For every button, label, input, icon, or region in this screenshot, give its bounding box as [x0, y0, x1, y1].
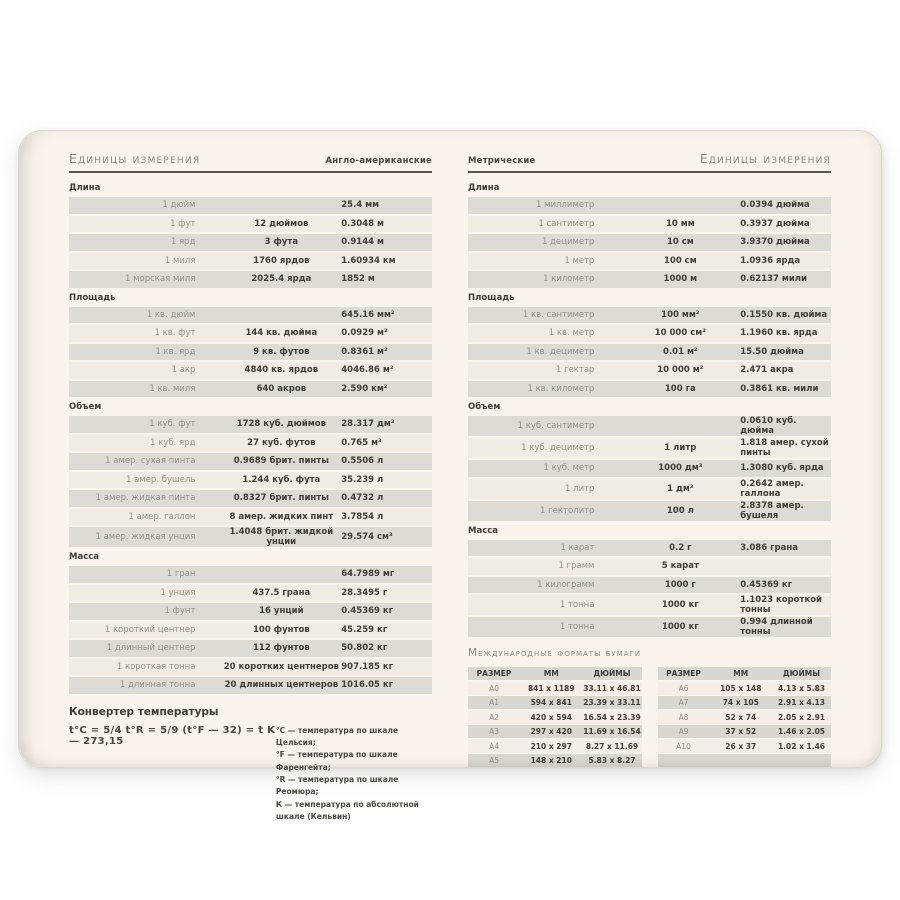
- table-row: [69, 640, 432, 657]
- cell-mm: 52 x 74: [725, 712, 757, 722]
- cell-unit: 1 кв. фут: [154, 328, 196, 339]
- cell-equivalent: 0.8327 брит. пинты: [233, 493, 329, 504]
- temperature-scale-notes: [276, 725, 432, 824]
- cell-equivalent: 16 унций: [259, 606, 304, 617]
- paper-table-row: [658, 682, 832, 695]
- unit-section: [69, 549, 432, 694]
- cell-unit: 1 миллиметр: [536, 200, 595, 211]
- temperature-converter: [69, 706, 432, 824]
- cell-unit: 1 миля: [164, 255, 196, 266]
- paper-formats-title: Международные форматы бумаги: [468, 647, 641, 659]
- table-row: [69, 362, 432, 379]
- paper-formats: [468, 647, 831, 769]
- table-row: [69, 325, 432, 342]
- cell-inches: 1.46 x 2.05: [777, 727, 826, 736]
- table-row: [468, 362, 831, 379]
- cell-unit: 1 куб. сантиметр: [517, 421, 595, 431]
- temperature-note-line: °F — температура по шкале Фаренгейта;: [275, 750, 398, 772]
- section-title: Площадь: [468, 292, 515, 303]
- cell-unit: 1 короткая тонна: [116, 661, 196, 672]
- paper-header-cell: ДЮЙМЫ: [782, 669, 820, 678]
- cell-value: 0.8361 м²: [341, 346, 388, 357]
- cell-value: 0.0394 дюйма: [740, 200, 810, 211]
- cell-value: 0.3048 м: [341, 218, 384, 229]
- cell-equivalent: 100 мм²: [661, 309, 700, 320]
- cell-unit: 1 куб. ярд: [150, 437, 196, 448]
- cell-value: 1.0936 ярда: [740, 255, 801, 266]
- cell-equivalent: 640 акров: [256, 383, 307, 394]
- cell-equivalent: 1000 м: [663, 274, 698, 285]
- unit-section: [69, 180, 432, 288]
- paper-table-row: [658, 754, 832, 767]
- cell-unit: 1 амер. жидкая пинта: [95, 493, 196, 504]
- cell-value: 0.0610 куб. дюйма: [740, 416, 797, 436]
- page-right: [468, 151, 831, 767]
- cell-equivalent: 100 га: [664, 383, 696, 394]
- cell-value: 1.1960 кв. ярда: [740, 328, 818, 339]
- cell-mm: 297 x 420: [530, 727, 572, 736]
- cell-inches: 23.39 x 33.11: [583, 698, 641, 707]
- cell-equivalent: 1 литр: [664, 443, 697, 453]
- cell-value: 0.9144 м: [341, 237, 384, 248]
- table-row: [468, 381, 831, 398]
- paper-formats-tables: [468, 667, 831, 769]
- table-row: [69, 490, 432, 507]
- cell-unit: 1 грамм: [558, 561, 595, 572]
- cell-unit: 1 гектар: [555, 365, 595, 376]
- table-row: [69, 344, 432, 361]
- unit-section: [468, 290, 831, 398]
- paper-header-cell: ДЮЙМЫ: [593, 669, 631, 678]
- cell-unit: 1 длинный центнер: [106, 643, 196, 654]
- cell-value: 35.239 л: [341, 474, 384, 485]
- cell-equivalent: 1000 г: [664, 579, 696, 590]
- cell-value: 2.471 акра: [740, 365, 794, 376]
- table-row: [69, 472, 432, 489]
- paper-table-row: [468, 725, 642, 738]
- cell-value: 25.4 мм: [341, 200, 380, 211]
- temperature-converter-body: [69, 725, 432, 824]
- cell-value: 2.590 км²: [341, 383, 388, 394]
- cell-value: 0.4732 л: [341, 493, 384, 504]
- cell-equivalent: 1760 ярдов: [253, 255, 310, 266]
- cell-inches: 5.83 x 8.27: [588, 756, 636, 765]
- paper-table-row: [658, 711, 832, 724]
- cell-unit: 1 фунт: [164, 606, 196, 617]
- cell-unit: 1 тонна: [559, 600, 595, 610]
- notebook-spread: [18, 130, 882, 822]
- cell-value: 0.1550 кв. дюйма: [740, 309, 828, 320]
- cell-unit: 1 кв. метр: [548, 328, 595, 339]
- temperature-note-line: К — температура по абсолютной шкале (Кельвин): [275, 799, 419, 822]
- cell-unit: 1 морская миля: [125, 274, 196, 285]
- cell-unit: 1 литр: [565, 483, 595, 494]
- table-row: [69, 271, 432, 288]
- cell-unit: 1 кв. сантиметр: [522, 309, 595, 320]
- section-title: Масса: [468, 525, 499, 536]
- section-title: Масса: [69, 552, 100, 562]
- cell-unit: 1 куб. дециметр: [521, 443, 595, 453]
- cell-mm: 210 x 297: [530, 741, 572, 751]
- cell-unit: 1 метр: [564, 255, 595, 266]
- table-row: [468, 558, 831, 575]
- table-row: [468, 325, 831, 342]
- cell-unit: 1 ярд: [170, 237, 196, 248]
- cell-inches: 2.05 x 2.91: [777, 712, 826, 722]
- table-row: [468, 460, 831, 477]
- table-row: [468, 271, 831, 288]
- cell-equivalent: 2025.4 ярда: [251, 274, 312, 285]
- cell-equivalent: 144 кв. дюйма: [245, 328, 318, 339]
- cell-equivalent: 1000 кг: [661, 622, 699, 632]
- table-row: [69, 216, 432, 233]
- cell-unit: 1 амер. галлон: [128, 511, 196, 522]
- paper-table-row: [468, 711, 642, 724]
- cell-equivalent: 10 мм: [666, 218, 695, 229]
- cell-mm: 37 x 52: [725, 727, 757, 736]
- section-title: Длина: [69, 183, 101, 193]
- paper-header-cell: ММ: [733, 669, 749, 678]
- section-title: Объем: [69, 402, 102, 412]
- table-row: [69, 509, 432, 526]
- cell-unit: 1 километр: [543, 274, 595, 285]
- cell-equivalent: 1728 куб. дюймов: [236, 419, 326, 430]
- temperature-note-line: °C — температура по шкале Цельсия;: [275, 725, 399, 747]
- table-row: [468, 595, 831, 615]
- cell-value: 0.994 длинной тонны: [740, 617, 813, 637]
- cell-unit: 1 амер. бушель: [125, 474, 196, 485]
- paper-table-header-row: [658, 667, 832, 680]
- cell-equivalent: 5 карат: [661, 561, 699, 572]
- table-row: [69, 416, 432, 433]
- cell-unit: 1 дюйм: [162, 200, 196, 211]
- cell-value: 0.2642 амер. галлона: [740, 478, 804, 499]
- cell-value: 0.0929 м²: [341, 328, 388, 339]
- table-row: [69, 603, 432, 620]
- cell-equivalent: 3 фута: [264, 237, 299, 248]
- cell-format-size: A7: [678, 698, 689, 707]
- table-row: [69, 659, 432, 676]
- cell-mm: 594 x 841: [530, 698, 572, 707]
- cell-equivalent: 0.9689 брит. пинты: [233, 456, 329, 467]
- cell-value: 907.185 кг: [341, 661, 394, 672]
- table-row: [69, 677, 432, 694]
- cell-value: 3.7854 л: [341, 511, 384, 522]
- cell-equivalent: 1.244 куб. фута: [242, 474, 321, 485]
- page-title: Единицы измерения: [69, 151, 201, 166]
- cell-value: 4046.86 м²: [341, 365, 394, 376]
- table-row: [69, 527, 432, 547]
- cell-inches: 11.69 x 16.54: [583, 727, 641, 736]
- table-row: [468, 540, 831, 557]
- cell-inches: 1.02 x 1.46: [777, 741, 826, 751]
- paper-table-row: [468, 754, 642, 767]
- cell-equivalent: 1000 кг: [661, 600, 699, 610]
- cell-value: 1.3080 куб. ярда: [740, 463, 824, 474]
- cell-equivalent: 20 длинных центнеров: [224, 680, 339, 691]
- page-left-header: [69, 151, 432, 173]
- page-subtitle-anglo-american: Англо-американские: [325, 156, 432, 166]
- paper-table-header-row: [468, 667, 642, 680]
- table-row: [468, 501, 831, 521]
- table-row: [69, 435, 432, 452]
- cell-format-size: A9: [678, 727, 689, 736]
- cell-value: 1016.05 кг: [341, 680, 394, 691]
- cell-value: 50.802 кг: [341, 643, 388, 654]
- table-row: [69, 253, 432, 270]
- cell-value: 1.1023 короткой тонны: [740, 595, 823, 615]
- cell-unit: 1 куб. метр: [543, 463, 595, 474]
- table-row: [69, 234, 432, 251]
- section-title: Площадь: [69, 292, 116, 303]
- table-row: [69, 197, 432, 214]
- cell-equivalent: 0.01 м²: [663, 346, 698, 357]
- cell-unit: 1 унция: [160, 587, 196, 598]
- cell-value: 64.7989 мг: [341, 569, 395, 580]
- cell-equivalent: 100 л: [666, 505, 694, 516]
- cell-unit: 1 гектолитр: [540, 505, 595, 516]
- cell-value: 45.259 кг: [341, 624, 388, 635]
- cell-equivalent: 112 фунтов: [252, 643, 310, 654]
- cell-equivalent: 4840 кв. ярдов: [244, 365, 319, 376]
- cell-inches: 33.11 x 46.81: [583, 683, 641, 693]
- cell-equivalent: 10 000 см²: [654, 328, 706, 339]
- temperature-note-line: °R — температура по шкале Реомюра;: [275, 775, 399, 797]
- cell-inches: 4.13 x 5.83: [777, 683, 826, 693]
- cell-unit: 1 кв. дециметр: [526, 346, 595, 357]
- table-row: [468, 216, 831, 233]
- paper-table-row: [658, 696, 832, 709]
- table-row: [468, 253, 831, 270]
- cell-value: 29.574 см³: [341, 532, 393, 542]
- paper-table-a0-a5: [468, 667, 642, 769]
- cell-mm: 420 x 594: [530, 712, 572, 722]
- table-row: [468, 577, 831, 594]
- cell-format-size: A4: [489, 741, 499, 751]
- table-row: [69, 566, 432, 583]
- cell-value: 1.818 амер. сухой пинты: [740, 438, 829, 458]
- cell-equivalent: 10 000 м²: [657, 365, 704, 376]
- cell-equivalent: 8 амер. жидких пинт: [229, 511, 334, 522]
- cell-value: 0.765 м³: [341, 437, 382, 448]
- cell-value: 1852 м: [341, 274, 375, 285]
- cell-format-size: A5: [489, 756, 499, 765]
- cell-value: 0.5506 л: [341, 456, 384, 467]
- cell-unit: 1 гран: [166, 569, 196, 580]
- page-subtitle-metric: Метрические: [468, 156, 536, 166]
- cell-unit: 1 амер. сухая пинта: [105, 456, 196, 467]
- cell-value: 0.3861 кв. мили: [740, 383, 819, 394]
- unit-sections-right: [468, 180, 831, 637]
- page-title: Единицы измерения: [699, 151, 831, 166]
- table-row: [69, 622, 432, 639]
- cell-inches: 2.91 x 4.13: [777, 698, 826, 707]
- table-row: [468, 617, 831, 637]
- cell-format-size: A6: [678, 683, 689, 693]
- paper-table-row: [658, 725, 832, 738]
- cell-inches: 16.54 x 23.39: [583, 712, 641, 722]
- cell-format-size: A10: [676, 741, 691, 751]
- unit-section: [69, 399, 432, 547]
- cell-unit: 1 сантиметр: [538, 218, 595, 229]
- table-row: [468, 416, 831, 436]
- cell-unit: 1 кв. дюйм: [146, 309, 196, 320]
- table-row: [468, 307, 831, 324]
- cell-unit: 1 кв. километр: [527, 383, 595, 394]
- table-row: [468, 438, 831, 458]
- cell-value: 15.50 дюйма: [740, 346, 804, 357]
- unit-section: [468, 399, 831, 521]
- page-left: [69, 151, 432, 822]
- cell-format-size: A3: [489, 727, 499, 736]
- cell-mm: 841 x 1189: [527, 683, 575, 693]
- unit-section: [468, 180, 831, 288]
- cell-value: 645.16 мм²: [341, 309, 395, 320]
- cell-format-size: A8: [678, 712, 689, 722]
- cell-value: 0.45369 кг: [341, 606, 394, 617]
- cell-equivalent: 20 коротких центнеров: [223, 661, 339, 672]
- temperature-converter-title: Конвертер температуры: [69, 705, 219, 718]
- table-row: [468, 197, 831, 214]
- cell-equivalent: 437.5 грана: [252, 587, 311, 598]
- paper-table-row: [658, 740, 832, 753]
- cell-unit: 1 дециметр: [541, 237, 595, 248]
- paper-header-cell: ММ: [543, 669, 559, 678]
- cell-value: 28.317 дм³: [341, 419, 395, 430]
- cell-value: 3.086 грана: [740, 542, 798, 553]
- paper-table-row: [468, 682, 642, 695]
- paper-table-a6-a10: [658, 667, 832, 769]
- cell-equivalent: 100 см: [663, 255, 697, 266]
- table-row: [69, 307, 432, 324]
- cell-equivalent: 27 куб. футов: [247, 437, 316, 448]
- cell-value: 28.3495 г: [341, 587, 388, 598]
- unit-section: [468, 523, 831, 638]
- paper-table-row: [468, 696, 642, 709]
- cell-unit: 1 амер. жидкая унция: [95, 532, 196, 542]
- cell-unit: 1 акр: [171, 365, 196, 376]
- cell-unit: 1 тонна: [559, 622, 595, 632]
- cell-equivalent: 0.2 г: [669, 542, 692, 553]
- cell-equivalent: 12 дюймов: [254, 218, 309, 229]
- section-title: Объем: [468, 402, 501, 412]
- cell-format-size: A2: [489, 712, 499, 722]
- cell-equivalent: 1.4048 брит. жидкой унции: [229, 527, 334, 547]
- unit-sections-left: [69, 180, 432, 694]
- cell-unit: 1 короткий центнер: [104, 624, 196, 635]
- table-row: [468, 344, 831, 361]
- cell-equivalent: 1000 дм³: [658, 463, 703, 474]
- page-right-header: [468, 151, 831, 173]
- cell-equivalent: 100 фунтов: [252, 624, 310, 635]
- cell-mm: 26 x 37: [725, 741, 757, 751]
- cell-value: 3.9370 дюйма: [740, 237, 810, 248]
- cell-format-size: A1: [489, 698, 499, 707]
- cell-value: 1.60934 км: [341, 255, 396, 266]
- paper-header-cell: РАЗМЕР: [666, 669, 701, 678]
- cell-value: 2.8378 амер. бушеля: [740, 500, 804, 521]
- table-row: [69, 381, 432, 398]
- cell-unit: 1 килограмм: [537, 579, 595, 590]
- table-row: [468, 234, 831, 251]
- cell-equivalent: 10 см: [666, 237, 694, 248]
- cell-unit: 1 кв. ярд: [155, 346, 196, 357]
- cell-format-size: A0: [489, 683, 499, 693]
- cell-unit: 1 длинная тонна: [119, 680, 196, 691]
- cell-unit: 1 карат: [560, 542, 595, 553]
- cell-inches: 8.27 x 11.69: [585, 741, 639, 751]
- table-row: [468, 479, 831, 499]
- cell-equivalent: 1 дм³: [667, 483, 694, 494]
- cell-unit: 1 фут: [170, 218, 196, 229]
- cell-value: 0.3937 дюйма: [740, 218, 810, 229]
- table-row: [69, 585, 432, 602]
- cell-mm: 105 x 148: [720, 683, 762, 693]
- unit-section: [69, 290, 432, 398]
- temperature-formula: t°C = 5/4 t°R = 5/9 (t°F — 32) = t K — 273,15: [69, 724, 276, 747]
- cell-value: 0.45369 кг: [740, 579, 793, 590]
- cell-value: 0.62137 мили: [740, 274, 807, 285]
- paper-header-cell: РАЗМЕР: [476, 669, 512, 678]
- cell-unit: 1 кв. миля: [149, 383, 196, 394]
- table-row: [69, 453, 432, 470]
- paper-table-row: [468, 740, 642, 753]
- section-title: Длина: [468, 183, 500, 193]
- cell-equivalent: 9 кв. футов: [253, 346, 310, 357]
- cell-mm: 74 x 105: [722, 698, 759, 707]
- cell-mm: 148 x 210: [530, 756, 572, 765]
- cell-unit: 1 куб. фут: [149, 419, 196, 430]
